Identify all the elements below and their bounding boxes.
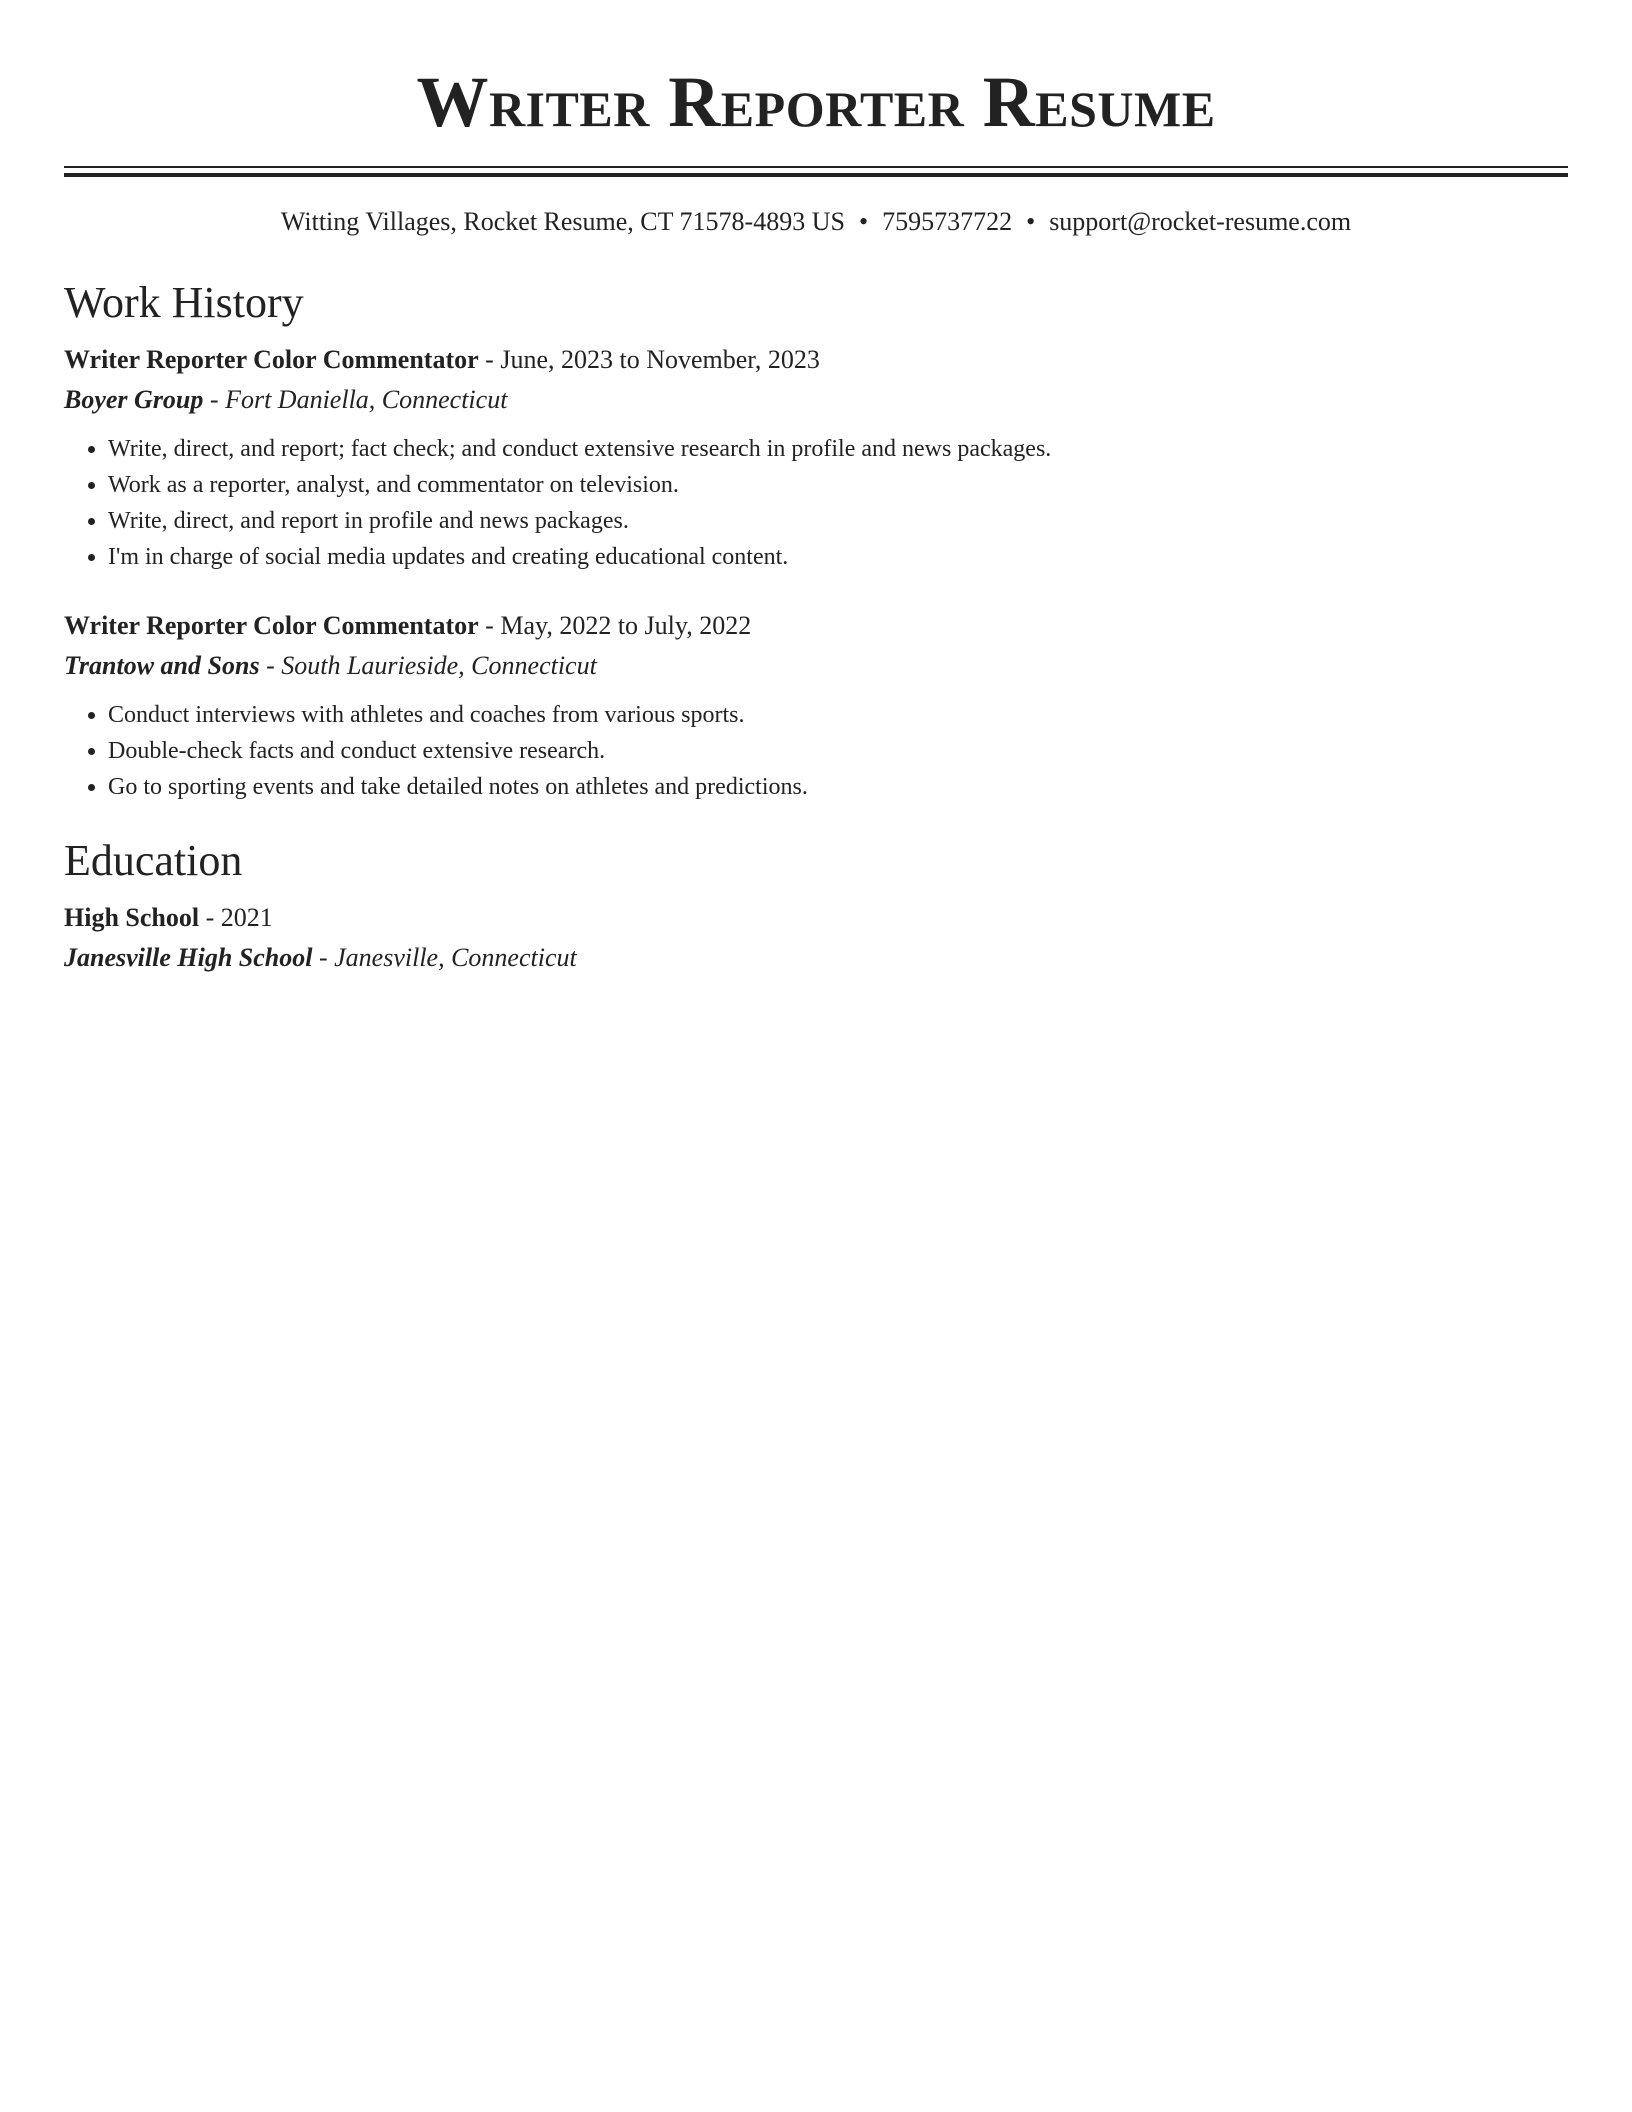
job-employer [64, 383, 1568, 417]
job-location: Fort Daniella, Connecticut [225, 385, 508, 414]
job-bullet: • Double-check facts and conduct extensive research. [108, 733, 1568, 769]
contact-line [64, 205, 1568, 239]
job-location: South Laurieside, Connecticut [281, 651, 597, 680]
job-company: Boyer Group [64, 385, 204, 414]
education-degree: High School [64, 903, 200, 932]
education-year: 2021 [220, 903, 273, 932]
education-entry [64, 901, 1568, 975]
education-dash: - [312, 943, 335, 972]
education-dash: - [199, 903, 221, 932]
job-bullet: • Write, direct, and report; fact check; and conduct extensive research in profile and news packages. [108, 431, 1568, 467]
job-entry [64, 609, 1568, 805]
job-bullet: • Go to sporting events and take detailed notes on athletes and predictions. [108, 769, 1568, 805]
job-dash: - [203, 385, 226, 414]
contact-phone: 7595737722 [882, 207, 1013, 236]
job-dates: June, 2023 to November, 2023 [500, 345, 820, 374]
contact-email: support@rocket-resume.com [1049, 207, 1352, 236]
contact-address: Witting Villages, Rocket Resume, CT 71578-4893 US [280, 207, 845, 236]
job-role: Writer Reporter Color Commentator [64, 345, 479, 374]
education-heading: Education [64, 836, 243, 885]
contact-separator: • [1026, 207, 1036, 236]
contact-separator: • [858, 207, 869, 236]
job-dates: May, 2022 to July, 2022 [500, 611, 752, 640]
job-dash: - [478, 611, 501, 640]
job-bullet: • Conduct interviews with athletes and coaches from various sports. [108, 697, 1568, 733]
job-bullet: • Write, direct, and report in profile and news packages. [108, 503, 1568, 539]
job-bullet-list [64, 697, 1568, 805]
title-divider [64, 166, 1568, 177]
job-header [64, 609, 1568, 643]
job-bullet: • Work as a reporter, analyst, and commentator on television. [108, 467, 1568, 503]
job-company: Trantow and Sons [64, 651, 260, 680]
job-bullet: • I'm in charge of social media updates and creating educational content. [108, 539, 1568, 575]
work-history-heading: Work History [64, 278, 304, 327]
education-institution [64, 941, 1568, 975]
job-entry [64, 343, 1568, 575]
education-location: Janesville, Connecticut [334, 943, 577, 972]
job-dash: - [259, 651, 282, 680]
education-school: Janesville High School [64, 943, 313, 972]
job-employer [64, 649, 1568, 683]
resume-title: Writer Reporter Resume [416, 62, 1216, 142]
job-bullet-list [64, 431, 1568, 575]
job-header [64, 343, 1568, 377]
job-role: Writer Reporter Color Commentator [64, 611, 479, 640]
education-header [64, 901, 1568, 935]
job-dash: - [478, 345, 501, 374]
